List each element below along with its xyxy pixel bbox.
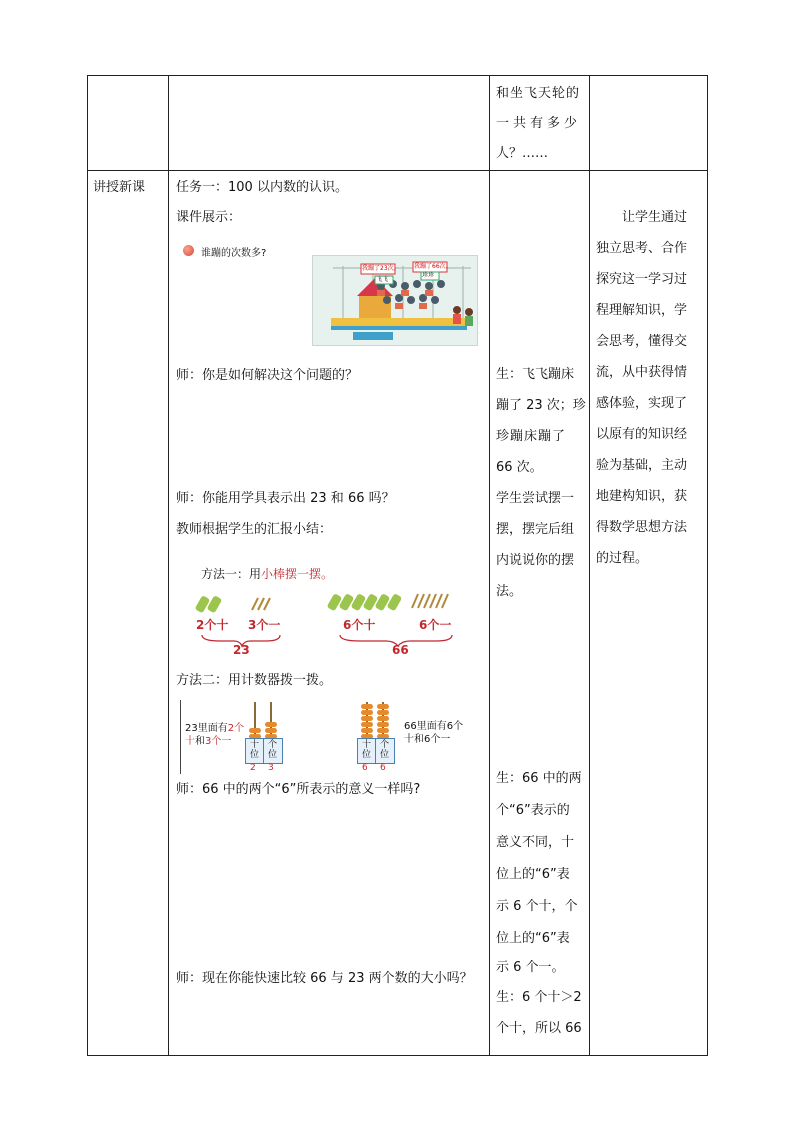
method-two: 方法二：用计数器拨一拨。: [176, 673, 333, 688]
abacus-a-ones-label: 个位: [267, 740, 277, 760]
abacus-b-ones-label: 个位: [379, 740, 389, 760]
table-top-border: [87, 75, 708, 76]
student-answer-3-line-2: 个“6”表示的: [496, 803, 570, 818]
abacus-a-tens-label: 十位: [249, 740, 259, 760]
student-answer-1-line-2: 蹦了 23 次；珍: [496, 398, 586, 413]
col-line-1: [168, 75, 169, 1056]
intent-line-9: 验为基础，主动: [596, 458, 688, 473]
courseware-question-text: 谁蹦的次数多?: [201, 248, 267, 259]
col-line-2: [489, 75, 490, 1056]
label-3-ones: 3个一: [248, 618, 281, 632]
intent-line-6: 流，从中获得情: [596, 365, 688, 380]
student-answer-1-line-1: 生：飞飞蹦床: [496, 367, 575, 382]
col-line-right: [707, 75, 708, 1056]
intent-line-7: 感体验，实现了: [596, 396, 688, 411]
label-total-66: 66: [392, 643, 409, 657]
intent-line-5: 会思考，懂得交: [596, 334, 688, 349]
name-tag-left: 飞飞: [376, 276, 389, 283]
single-sticks-a: [252, 598, 270, 610]
method-one-red: 小棒摆一摆。: [261, 567, 334, 581]
trampoline-illustration: [312, 255, 478, 346]
abacus-a-text-2: 和: [195, 736, 205, 747]
task-heading: 任务一：100 以内数的认识。: [176, 180, 348, 195]
student-answer-3-line-4: 位上的“6”表: [496, 867, 570, 882]
abacus-a-digit-ones: 3: [268, 763, 274, 773]
abacus-b-tens-label: 十位: [361, 740, 371, 760]
abacus-a-text-1: 23里面有: [185, 723, 228, 734]
question-meaning-of-6: 师：66 中的两个“6”所表示的意义一样吗?: [176, 782, 421, 797]
abacus-a-red-3: 3个一: [205, 736, 232, 747]
student-answer-3-line-3: 意义不同，十: [496, 835, 575, 850]
abacus-side-rule: [180, 700, 181, 774]
intent-line-2: 独立思考、合作: [596, 241, 688, 256]
red-ball-icon: [183, 245, 194, 256]
intent-line-8: 以原有的知识经: [596, 427, 688, 442]
student-answer-2-line-3: 内说说你的摆: [496, 553, 575, 568]
courseware-label: 课件展示：: [176, 210, 242, 225]
student-answer-3-line-7: 示 6 个一。: [496, 960, 565, 975]
bundle-icon: [195, 595, 223, 613]
bundles-b: [327, 593, 403, 611]
intent-line-11: 得数学思想方法: [596, 520, 688, 535]
abacus-a-red-2: 十: [185, 736, 195, 747]
label-total-23: 23: [233, 643, 250, 657]
abacus-a-digit-tens: 2: [250, 763, 256, 773]
student-answer-3-line-6: 位上的“6”表: [496, 931, 570, 946]
row-label-teaching: 讲授新课: [93, 180, 146, 195]
table-bottom-border: [87, 1055, 708, 1056]
method-one: [201, 566, 333, 582]
row-divider: [87, 170, 708, 171]
bubble-left: 我蹦了23次。: [362, 265, 400, 272]
label-2-tens: 2个十: [196, 618, 229, 632]
abacus-a-red-1: 2个: [227, 723, 245, 734]
bubble-right: 我蹦了66次。: [414, 263, 452, 270]
top-student-line-3: 人？……: [496, 146, 549, 161]
abacus-b-digit-tens: 6: [362, 763, 368, 773]
summary-label: 教师根据学生的汇报小结：: [176, 522, 333, 537]
top-student-line-1: 和坐飞天轮的: [496, 86, 581, 101]
question-how-solve: 师：你是如何解决这个问题的？: [176, 368, 359, 383]
single-sticks-b: [412, 594, 448, 608]
label-6-ones: 6个一: [419, 618, 452, 632]
intent-line-1: 让学生通过: [622, 210, 688, 225]
top-student-line-2: 一共有多少: [496, 116, 582, 131]
student-answer-2-line-2: 摆，摆完后组: [496, 522, 575, 537]
student-answer-2-line-1: 学生尝试摆一: [496, 491, 575, 506]
label-6-tens: 6个十: [343, 618, 376, 632]
abacus-66: [355, 700, 395, 774]
intent-line-3: 探究这一学习过: [596, 272, 688, 287]
intent-line-4: 程理解知识，学: [596, 303, 688, 318]
method-one-prefix: 方法一：用: [201, 567, 262, 581]
student-answer-1-line-4: 66 次。: [496, 460, 543, 475]
student-answer-3-line-9: 个十，所以 66: [496, 1021, 582, 1036]
intent-line-12: 的过程。: [596, 551, 649, 566]
col-line-left: [87, 75, 88, 1056]
student-answer-3-line-1: 生：66 中的两: [496, 771, 582, 786]
question-use-tools: 师：你能用学具表示出 23 和 66 吗？: [176, 491, 395, 506]
abacus-b-caption-1: 66里面有6个: [404, 721, 464, 732]
question-compare: 师：现在你能快速比较 66 与 23 两个数的大小吗？: [176, 971, 473, 986]
student-answer-3-line-8: 生：6 个十＞2: [496, 990, 582, 1005]
name-tag-right: 珍珍: [422, 272, 435, 279]
abacus-a-caption-2: [185, 735, 231, 748]
abacus-a-caption-1: [185, 722, 244, 735]
abacus-b-digit-ones: 6: [380, 763, 386, 773]
intent-line-10: 地建构知识，获: [596, 489, 688, 504]
courseware-question: [183, 243, 303, 259]
student-answer-2-line-4: 法。: [496, 584, 523, 599]
student-answer-3-line-5: 示 6 个十，个: [496, 899, 578, 914]
abacus-b-caption-2: 十和6个一: [404, 734, 451, 745]
col-line-3: [589, 75, 590, 1056]
abacus-23: [243, 700, 283, 774]
student-answer-1-line-3: 珍蹦床蹦了: [496, 429, 567, 444]
